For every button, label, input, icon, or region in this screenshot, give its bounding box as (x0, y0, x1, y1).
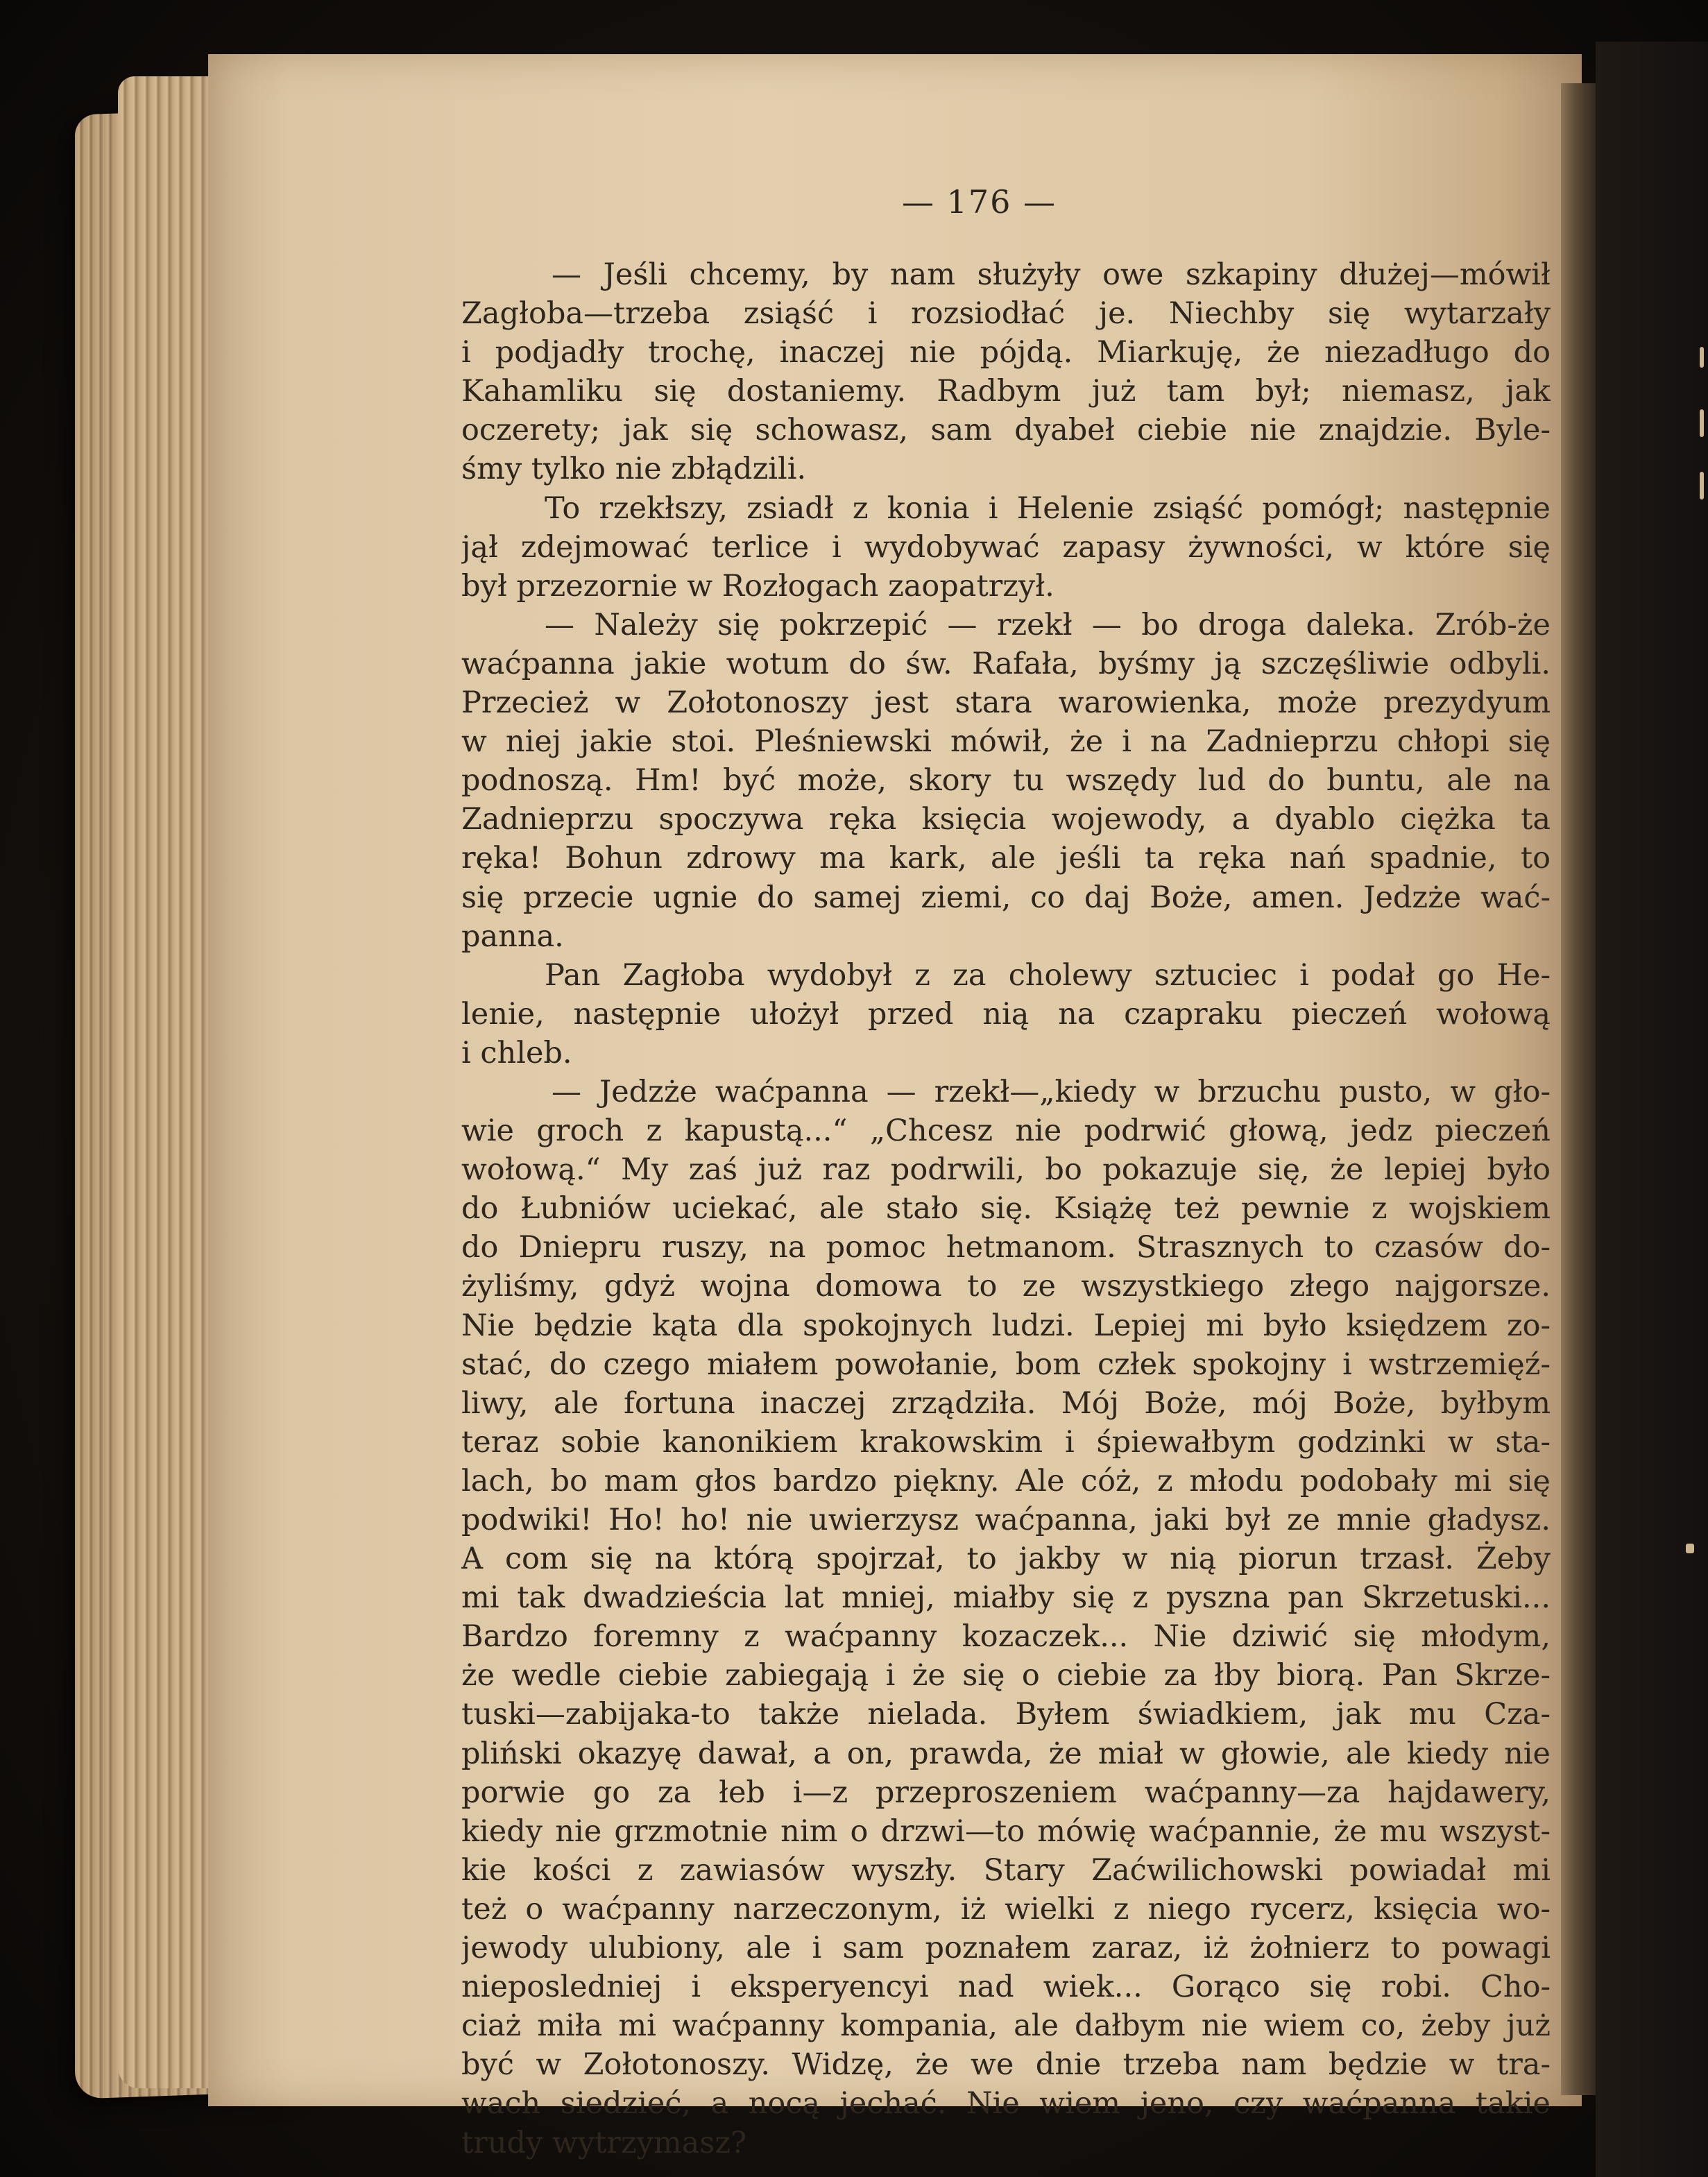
text-line: Zadnieprzu spoczywa ręka księcia wojewody, a dyablo ciężka ta (461, 802, 1551, 837)
facing-page-mark (1700, 409, 1704, 437)
text-line: wach siedzieć, a nocą jechać. Nie wiem jeno, czy waćpanna takie (461, 2086, 1551, 2121)
text-line: jewody ulubiony, ale i sam poznałem zaraz, iż żołnierz to powagi (461, 1931, 1551, 1966)
text-line: Zagłoba—trzeba zsiąść i rozsiodłać je. Niechby się wytarzały (461, 296, 1551, 332)
text-line: liwy, ale fortuna inaczej zrządziła. Mój Boże, mój Boże, byłbym (461, 1385, 1551, 1421)
text-line: śmy tylko nie zbłądzili. (461, 452, 807, 487)
facing-page-mark (1700, 347, 1704, 368)
text-line: być w Zołotonoszy. Widzę, że we dnie trzeba nam będzie w tra- (461, 2047, 1551, 2083)
text-line: podwiki! Ho! ho! nie uwierzysz waćpanna, jaki był ze mnie gładysz. (461, 1503, 1551, 1537)
text-line: oczerety; jak się schowasz, sam dyabeł ciebie nie znajdzie. Byle- (461, 413, 1551, 448)
text-line: pliński okazyę dawał, a on, prawda, że miał w głowie, ale kiedy nie (461, 1736, 1551, 1771)
text-line: mi tak dwadzieścia lat mniej, miałby się z pyszna pan Skrzetuski... (461, 1580, 1551, 1616)
text-line: ciaż miła mi waćpanny kompania, ale dałbym nie wiem co, żeby już (461, 2008, 1551, 2044)
facing-page-mark (1686, 1544, 1694, 1553)
text-line: się przecie ugnie do samej ziemi, co daj Boże, amen. Jedzże wać- (461, 880, 1551, 915)
text-line: lach, bo mam głos bardzo piękny. Ale cóż, z młodu podobały mi się (461, 1463, 1551, 1499)
text-line: i chleb. (461, 1035, 572, 1070)
page-text (461, 255, 1551, 2162)
text-line: że wedle ciebie zabiegają i że się o ciebie za łby biorą. Pan Skrze- (461, 1658, 1551, 1693)
text-line: trudy wytrzymasz? (461, 2125, 747, 2160)
text-line: porwie go za łeb i—z przeproszeniem waćpanny—za hajdawery, (461, 1775, 1551, 1810)
book-gutter (1561, 83, 1600, 2095)
text-line: — Jeśli chcemy, by nam służyły owe szkapiny dłużej—mówił (552, 257, 1551, 292)
text-line: Nie będzie kąta dla spokojnych ludzi. Lepiej mi było księdzem zo- (461, 1308, 1551, 1343)
text-line: Bardzo foremny z waćpanny kozaczek... Nie dziwić się młodym, (461, 1619, 1551, 1655)
text-line: był przezornie w Rozłogach zaopatrzył. (461, 568, 1054, 604)
text-line: panna. (461, 919, 564, 954)
text-line: — Należy się pokrzepić — rzekł — bo droga daleka. Zrób-że (545, 607, 1551, 642)
text-line: Pan Zagłoba wydobył z za cholewy sztuciec i podał go He- (545, 957, 1551, 993)
text-line: waćpanna jakie wotum do św. Rafała, byśmy ją szczęśliwie odbyli. (461, 646, 1551, 681)
text-line: — Jedzże waćpanna — rzekł—„kiedy w brzuchu pusto, w gło- (552, 1074, 1551, 1109)
text-line: podnoszą. Hm! być może, skory tu wszędy lud do buntu, ale na (461, 763, 1551, 799)
text-line: Kahamliku się dostaniemy. Radbym już tam był; niemasz, jak (461, 374, 1551, 409)
text-line: stać, do czego miałem powołanie, bom człek spokojny i wstrzemięź- (461, 1347, 1551, 1382)
text-line: To rzekłszy, zsiadł z konia i Helenie zsiąść pomógł; następnie (545, 490, 1551, 526)
text-line: tuski—zabijaka-to także nielada. Byłem świadkiem, jak mu Cza- (461, 1697, 1551, 1732)
text-line: ręka! Bohun zdrowy ma kark, ale jeśli ta ręka nań spadnie, to (461, 841, 1551, 876)
text-line: wie groch z kapustą...“ „Chcesz nie podrwić głową, jedz pieczeń (461, 1113, 1551, 1149)
text-line: żyliśmy, gdyż wojna domowa to ze wszystkiego złego najgorsze. (461, 1269, 1551, 1304)
text-line: kiedy nie grzmotnie nim o drzwi—to mówię waćpannie, że mu wszyst- (461, 1813, 1551, 1849)
facing-page-mark (1700, 472, 1704, 500)
text-line: do Łubniów uciekać, ale stało się. Książę też pewnie z wojskiem (461, 1191, 1551, 1227)
text-line: do Dniepru ruszy, na pomoc hetmanom. Strasznych to czasów do- (461, 1230, 1551, 1265)
text-line: w niej jakie stoi. Pleśniewski mówił, że i na Zadnieprzu chłopi się (461, 724, 1551, 760)
text-line: wołową.“ My zaś już raz podrwili, bo pokazuje się, że lepiej było (461, 1152, 1551, 1188)
facing-page-dark (1596, 42, 1708, 2177)
text-line: teraz sobie kanonikiem krakowskim i śpiewałbym godzinki w sta- (461, 1424, 1551, 1460)
text-line: i podjadły trochę, inaczej nie pójdą. Miarkuję, że niezadługo do (461, 335, 1551, 370)
text-line: A com się na którą spojrzał, to jakby w nią piorun trzasł. Żeby (461, 1542, 1551, 1577)
text-line: lenie, następnie ułożył przed nią na czapraku pieczeń wołową (461, 996, 1551, 1032)
text-line: kie kości z zawiasów wyszły. Stary Zaćwilichowski powiadał mi (461, 1852, 1551, 1888)
text-line: jął zdejmować terlice i wydobywać zapasy żywności, w które się (461, 529, 1551, 565)
text-line: Przecież w Zołotonoszy jest stara warowienka, może prezydyum (461, 685, 1551, 721)
text-line: nieposledniej i eksperyencyi nad wiek... Gorąco się robi. Cho- (461, 1970, 1551, 2005)
page-number: — 176 — (902, 183, 1057, 221)
text-line: też o waćpanny narzeczonym, iż wielki z niego rycerz, księcia wo- (461, 1891, 1551, 1927)
